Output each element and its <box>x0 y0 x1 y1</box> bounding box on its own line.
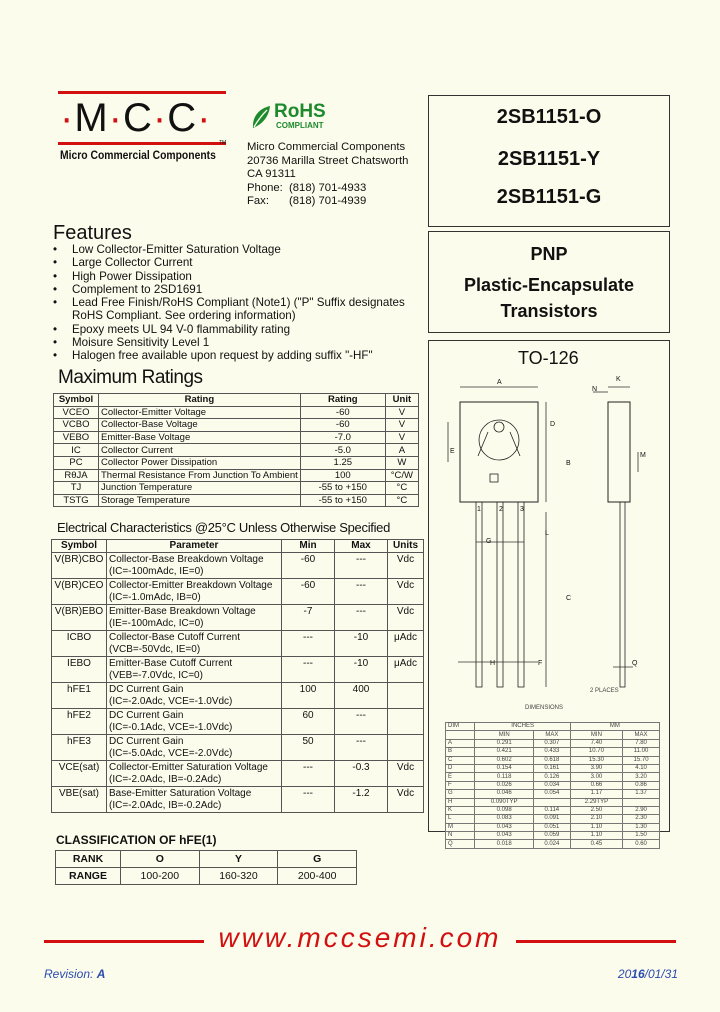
table-row: VCEO Collector-Emitter Voltage -60 V <box>54 406 419 419</box>
desc-line3: Transistors <box>500 301 598 321</box>
feature-item: • Low Collector-Emitter Saturation Voltage <box>53 243 281 256</box>
address-line3: CA 91311 <box>247 168 296 181</box>
table-row: VCE(sat) Collector-Emitter Saturation Voltage (IC=-2.0Adc, IB=-0.2Adc) --- -0.3 Vdc <box>52 761 424 787</box>
col-symbol: Symbol <box>54 394 99 407</box>
pin-1: 1 <box>477 506 481 513</box>
pkg-label-b: B <box>566 460 571 467</box>
pkg-label-a: A <box>497 379 502 386</box>
part-number-g: 2SB1151-G <box>496 186 602 208</box>
table-row: V(BR)CEO Collector-Emitter Breakdown Voltage (IC=-1.0mAdc, IB=0) -60 --- Vdc <box>52 579 424 605</box>
logo-top-bar <box>58 91 226 94</box>
table-row: TJ Junction Temperature -55 to +150 °C <box>54 482 419 495</box>
address-line1: Micro Commercial Components <box>247 141 406 153</box>
company-address <box>247 141 408 209</box>
package-name: TO-126 <box>518 348 579 368</box>
col-units: Units <box>388 540 424 553</box>
table-row: E 0.118 0.126 3.00 3.20 <box>446 773 660 781</box>
website-link[interactable]: www.mccsemi.com <box>218 922 502 953</box>
table-header-row: DIM INCHES MM <box>446 723 660 731</box>
table-row: PC Collector Power Dissipation 1.25 W <box>54 456 419 469</box>
col-min: Min <box>282 540 335 553</box>
desc-line2: Plastic-Encapsulate <box>463 275 635 295</box>
table-row: hFE3 DC Current Gain (IC=-5.0Adc, VCE=-2.0Vdc) 50 --- <box>52 735 424 761</box>
table-subheader-row: MIN MAX MIN MAX <box>446 731 660 739</box>
feature-item: • Complement to 2SD1691 <box>53 282 203 296</box>
feature-item: • Lead Free Finish/RoHS Compliant (Note1) ("P" Suffix designates <box>53 296 405 310</box>
table-row: RθJA Thermal Resistance From Junction To Ambient 100 °C/W <box>54 469 419 482</box>
desc-line1: PNP <box>530 244 568 264</box>
address-fax: Fax: (818) 701-4939 <box>247 195 367 208</box>
table-row: ICBO Collector-Base Cutoff Current (VCB=-50Vdc, IE=0) --- -10 μAdc <box>52 631 424 657</box>
feature-item-cont: RoHS Compliant. See ordering information) <box>72 309 296 323</box>
table-row: VEBO Emitter-Base Voltage -7.0 V <box>54 431 419 444</box>
pkg-label-n: N <box>592 386 598 393</box>
features-title: Features <box>53 222 132 244</box>
table-row: B 0.421 0.433 10.70 11.00 <box>446 748 660 756</box>
table-row: hFE2 DC Current Gain (IC=-0.1Adc, VCE=-1.0Vdc) 60 --- <box>52 709 424 735</box>
feature-item: • Moisure Sensitivity Level 1 <box>53 336 210 350</box>
table-row: V(BR)CBO Collector-Base Breakdown Voltage (IC=-100mAdc, IE=0) -60 --- Vdc <box>52 553 424 579</box>
table-row: L 0.083 0.091 2.10 2.30 <box>446 815 660 823</box>
pkg-label-e: E <box>450 448 455 455</box>
table-header-row <box>54 394 419 407</box>
dimensions-table <box>445 722 660 849</box>
table-row: hFE1 DC Current Gain (IC=-2.0Adc, VCE=-1.0Vdc) 100 400 <box>52 683 424 709</box>
part-number-o: 2SB1151-O <box>496 106 602 128</box>
max-ratings-table <box>53 393 419 507</box>
table-row: M 0.043 0.051 1.10 1.30 <box>446 823 660 831</box>
table-row: N 0.043 0.059 1.10 1.50 <box>446 832 660 840</box>
table-row: H 0.090TYP 2.29TYP <box>446 798 660 806</box>
electrical-title: Electrical Characteristics @25°C Unless Otherwise Specified <box>57 520 391 535</box>
leaf-icon <box>250 104 272 130</box>
part-number-box <box>428 95 670 227</box>
logo-bottom-bar <box>58 142 226 145</box>
table-row: Q 0.018 0.024 0.45 0.60 <box>446 840 660 848</box>
col-parameter: Parameter <box>107 540 282 553</box>
mcc-logo: ·M·C·C· <box>60 96 212 140</box>
col-symbol: Symbol <box>52 540 107 553</box>
table-row: VCBO Collector-Base Voltage -60 V <box>54 419 419 432</box>
table-row: IEBO Emitter-Base Cutoff Current (VEB=-7.0Vdc, IC=0) --- -10 μAdc <box>52 657 424 683</box>
table-row: G 0.046 0.054 1.17 1.37 <box>446 790 660 798</box>
col-unit: Unit <box>385 394 418 407</box>
pkg-label-f: F <box>538 660 543 667</box>
feature-item: • High Power Dissipation <box>53 269 192 283</box>
feature-item: • Epoxy meets UL 94 V-0 flammability rating <box>53 322 291 336</box>
feature-item: • Halogen free available upon request by adding suffix "-HF" <box>53 349 373 363</box>
feature-item: • Large Collector Current <box>53 256 193 270</box>
classification-table <box>55 850 357 885</box>
col-rating-desc: Rating <box>99 394 301 407</box>
address-line2: 20736 Marilla Street Chatsworth <box>247 154 409 167</box>
table-header-row <box>52 540 424 553</box>
dim-title: DIMENSIONS <box>525 705 564 711</box>
col-max: Max <box>335 540 388 553</box>
table-row: D 0.154 0.161 3.90 4.10 <box>446 764 660 772</box>
table-header-row: RANK O Y G <box>56 851 357 868</box>
revision-date: 2016/01/31 <box>617 967 678 981</box>
pkg-label-c: C <box>566 595 572 602</box>
table-row: K 0.098 0.114 2.50 2.90 <box>446 806 660 814</box>
revision: Revision: A <box>44 967 106 981</box>
rohs-subtitle: COMPLIANT <box>276 121 324 130</box>
pkg-label-m: M <box>640 452 646 459</box>
table-row: IC Collector Current -5.0 A <box>54 444 419 457</box>
features-list <box>50 243 405 363</box>
pkg-label-h: H <box>490 660 496 667</box>
table-row: A 0.291 0.307 7.40 7.80 <box>446 739 660 747</box>
description-box <box>428 231 670 333</box>
col-rating-val: Rating <box>300 394 385 407</box>
rohs-title: RoHS <box>274 101 326 122</box>
trademark-mark: TM <box>219 140 227 146</box>
pkg-label-d: D <box>550 421 556 428</box>
table-row: C 0.602 0.618 15.30 15.70 <box>446 756 660 764</box>
table-row: RANGE 100-200 160-320 200-400 <box>56 868 357 885</box>
pkg-note: 2 PLACES <box>590 688 619 694</box>
pkg-label-g: G <box>486 538 492 545</box>
address-phone: Phone: (818) 701-4933 <box>247 181 367 194</box>
max-ratings-title: Maximum Ratings <box>58 367 203 388</box>
table-row: V(BR)EBO Emitter-Base Breakdown Voltage (IE=-100mAdc, IC=0) -7 --- Vdc <box>52 605 424 631</box>
table-row: F 0.026 0.034 0.66 0.86 <box>446 781 660 789</box>
table-row: TSTG Storage Temperature -55 to +150 °C <box>54 494 419 507</box>
pin-3: 3 <box>520 506 524 513</box>
classification-title: CLASSIFICATION OF hFE(1) <box>56 833 217 847</box>
part-number-y: 2SB1151-Y <box>497 148 601 170</box>
pin-2: 2 <box>499 506 503 513</box>
logo-subtitle: Micro Commercial Components <box>60 150 216 162</box>
electrical-table <box>51 539 424 813</box>
table-row: VBE(sat) Base-Emitter Saturation Voltage (IC=-2.0Adc, IB=-0.2Adc) --- -1.2 Vdc <box>52 787 424 813</box>
pkg-label-k: K <box>616 376 621 383</box>
pkg-label-l: L <box>545 530 549 537</box>
pkg-label-q: Q <box>632 660 638 667</box>
